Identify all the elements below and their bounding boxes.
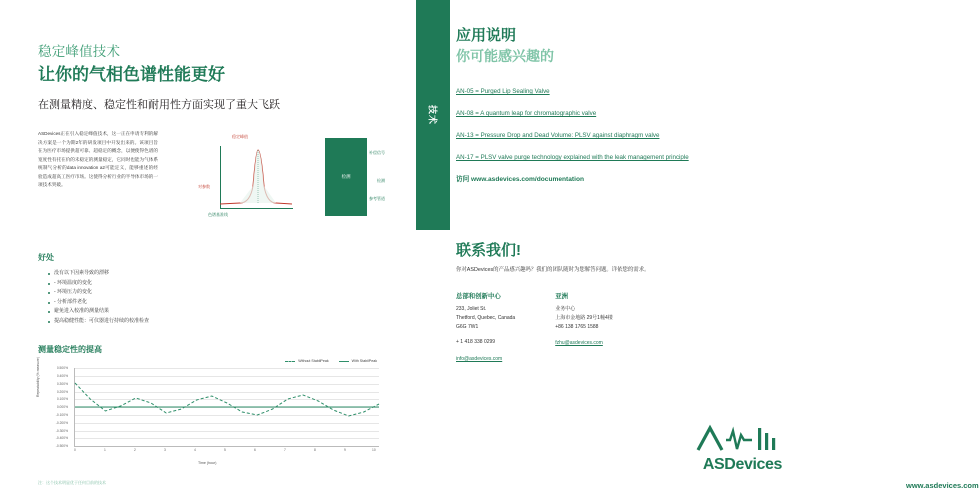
kicker-text: 稳定峰值技术 (38, 44, 121, 59)
office-address-line: G6G 7W1 (456, 323, 479, 330)
chart-title: 测量稳定性的提高 (38, 345, 102, 355)
chart-plot-area (74, 368, 379, 453)
list-item: 没有以下因素导致的漂移 (48, 269, 388, 279)
list-item: 避免进入校准的测量结果 (48, 307, 388, 317)
app-note-link[interactable]: AN-05 = Purged Lip Sealing Valve (456, 88, 550, 95)
right-column (450, 0, 979, 500)
chart-x-axis-label: Time (hour) (198, 461, 217, 466)
list-item (456, 124, 782, 142)
diagram-curve (220, 146, 292, 208)
office-phone[interactable]: + 1 418 338 0299 (456, 339, 496, 346)
y-tick: 0.200% (56, 389, 68, 394)
legend-label: With StabilPeak (351, 359, 377, 364)
contact-intro: 你对ASDevices的产品感兴趣吗？我们的团队随时为您解答问题。详依您的需求。 (456, 267, 650, 273)
list-item: 提高稳健性能：可仪器进行持续的校准检查 (48, 317, 388, 327)
office-title: 亚洲 (555, 293, 568, 301)
x-tick: 2 (134, 448, 136, 453)
lede-text: 在测量精度、稳定性和耐用性方面实现了重大飞跃 (38, 99, 280, 112)
page-title: 让你的气相色谱性能更好 (38, 65, 225, 84)
body-text-column (38, 130, 158, 189)
legend-entry-without (285, 359, 328, 363)
office-address-line: 233, Joliet St. (456, 306, 487, 313)
office-address-line: 上海市金地路 29号1幢4楼 (555, 314, 613, 321)
y-tick: -0.400% (55, 436, 68, 441)
x-tick: 9 (344, 448, 346, 453)
company-logo (696, 424, 782, 474)
office-address-line: 业务中心 (555, 306, 576, 313)
x-tick: 5 (224, 448, 226, 453)
y-tick: 0.300% (56, 381, 68, 386)
diagram-label-ref-line: 参考管道 (369, 196, 385, 202)
list-item: - 分析部件老化 (48, 298, 388, 308)
diagram-label-left: 对参数 (198, 184, 210, 190)
y-tick: 0.000% (56, 405, 68, 410)
app-notes-list (456, 80, 782, 164)
app-notes-title: 应用说明 (456, 27, 517, 44)
diagram-label-peak: 稳定峰值 (232, 134, 248, 140)
repeatability-chart (38, 359, 383, 464)
diagram-label-comp-signal: 补偿信号 (369, 150, 385, 156)
waveform-logo-icon (696, 424, 782, 454)
body-and-figure (38, 130, 388, 232)
y-tick: -0.300% (55, 428, 68, 433)
list-item: - 环境压力的变化 (48, 288, 388, 298)
series-without-stabilpeak (75, 383, 379, 416)
body-paragraph: ASDevices正在引入稳定峰值技术，这一正在申请专利的解决方案是一个为期2年的研发项目中开发出来的。该项目旨在为医疗市场提供超可靠、超稳定的概念，以便使得色谱的宽度性有托在价的未稳定的测量稳定，它同时也能为气体系统制气分析的data innovation a2可能定义，能够重述的经验造成超高工医疗市场。这使得分析行业的半导体市场的一项技术突破。 (38, 131, 158, 188)
list-item (456, 80, 782, 98)
y-tick: -0.200% (55, 420, 68, 425)
x-tick: 7 (284, 448, 286, 453)
diagram-detector-label: 检测 (341, 174, 351, 180)
y-tick: 0.100% (56, 397, 68, 402)
legend-swatch-dashed-icon (285, 361, 295, 362)
x-tick: 8 (314, 448, 316, 453)
x-tick: 6 (254, 448, 256, 453)
x-tick: 10 (372, 448, 376, 453)
documentation-link[interactable]: 访问 www.asdevices.com/documentation (456, 176, 584, 183)
chart-series (75, 368, 379, 446)
office-title: 总部和创新中心 (456, 293, 501, 301)
app-note-link[interactable]: AN-08 = A quantum leap for chromatographic valve (456, 110, 597, 117)
x-tick: 1 (104, 448, 106, 453)
logo-wordmark: ASDevices (702, 456, 782, 473)
office-phone[interactable]: +86 138 1765 1588 (555, 323, 599, 330)
footnote-text: 注：这个技术明显优于任何目前的技术 (38, 480, 106, 485)
benefits-list (38, 269, 388, 326)
chart-y-axis-label: Repeatability (% measure) (36, 357, 40, 398)
list-item (456, 102, 782, 120)
list-item (456, 146, 782, 164)
office-address-line: Thetford, Quebec, Canada (456, 314, 516, 321)
contact-title: 联系我们! (456, 242, 521, 259)
left-column (0, 0, 416, 500)
y-tick: 0.400% (56, 374, 68, 379)
diagram-label-detection: 检测 (377, 178, 385, 184)
y-tick: -0.500% (55, 444, 68, 449)
x-tick: 4 (194, 448, 196, 453)
section-spine (416, 0, 450, 230)
app-notes-subtitle: 你可能感兴趣的 (456, 48, 554, 64)
office-email[interactable]: fzhu@asdevices.com (555, 340, 603, 347)
chart-legend (285, 359, 377, 363)
diagram-label-baseline: 色谱基准线 (208, 212, 228, 218)
legend-entry-with (339, 359, 377, 363)
benefits-title: 好处 (38, 253, 54, 263)
legend-swatch-solid-icon (339, 361, 349, 362)
office-headquarters (456, 291, 515, 365)
office-email[interactable]: info@asdevices.com (456, 356, 503, 363)
website-url[interactable]: www.asdevices.com (906, 481, 979, 490)
x-tick: 0 (74, 448, 76, 453)
peak-diagram (168, 132, 383, 232)
app-note-link[interactable]: AN-13 = Pressure Drop and Dead Volume: PLSV against diaphragm valve (456, 132, 660, 139)
y-tick: 0.500% (56, 366, 68, 371)
legend-label: Without StabilPeak (298, 359, 329, 364)
x-tick: 3 (164, 448, 166, 453)
app-note-link[interactable]: AN-17 = PLSV valve purge technology explained with the leak management principle (456, 154, 689, 161)
spine-label: 技术 (427, 104, 438, 126)
office-asia (555, 291, 613, 365)
list-item: - 环境温度的变化 (48, 279, 388, 289)
offices (456, 291, 782, 365)
y-tick: -0.100% (55, 413, 68, 418)
